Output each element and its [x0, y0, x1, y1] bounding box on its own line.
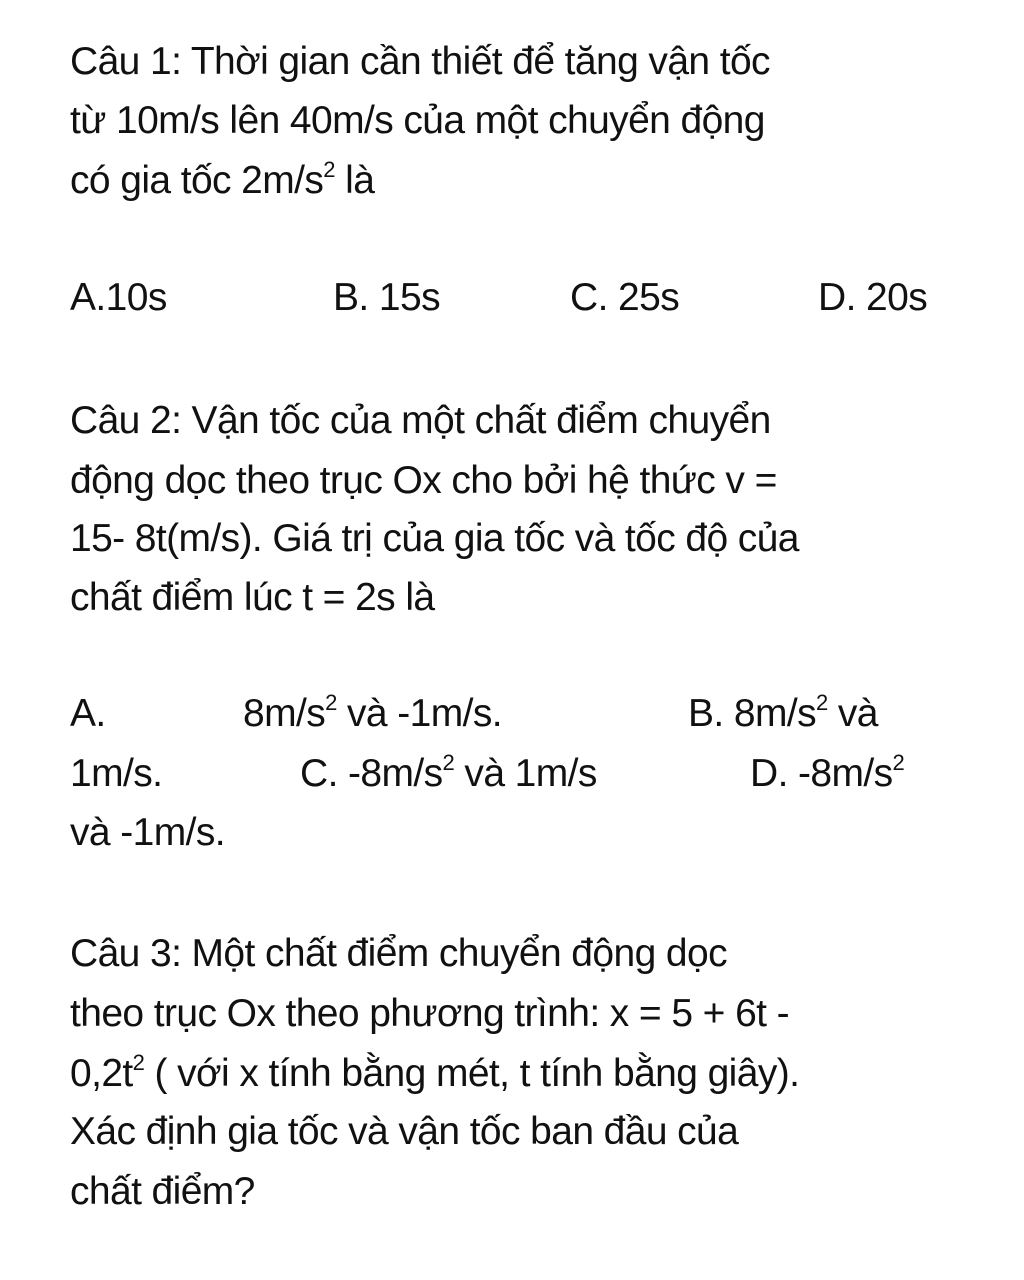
text: có gia tốc 2m/s [70, 159, 324, 202]
question-2-line-1: Câu 2: Vận tốc của một chất điểm chuyển [70, 399, 771, 442]
question-2-option-d [750, 750, 904, 798]
question-3-line-5: chất điểm? [70, 1170, 255, 1213]
question-2-option-b [688, 690, 878, 738]
text: C. -8m/s [300, 752, 443, 795]
text: 0,2t [70, 1052, 133, 1095]
text: ( với x tính bằng mét, t tính bằng giây). [144, 1052, 800, 1095]
text: là [334, 159, 375, 202]
text: và [827, 692, 878, 735]
question-2-option-a-label: A. [70, 692, 106, 735]
question-3-line-1: Câu 3: Một chất điểm chuyển động dọc [70, 932, 727, 975]
superscript: 2 [132, 1050, 145, 1075]
question-1-option-c: C. 25s [570, 276, 680, 319]
question-1-line-1: Câu 1: Thời gian cần thiết để tăng vận tốc [70, 40, 770, 83]
question-2-line-4: chất điểm lúc t = 2s là [70, 576, 435, 619]
question-1-line-2: từ 10m/s lên 40m/s của một chuyển động [70, 99, 765, 142]
question-1-option-a: A.10s [70, 276, 167, 319]
text: B. 8m/s [688, 692, 816, 735]
text: D. -8m/s [750, 752, 893, 795]
superscript: 2 [323, 157, 335, 182]
question-2-line-3: 15- 8t(m/s). Giá trị của gia tốc và tốc độ của [70, 517, 799, 560]
superscript: 2 [325, 690, 337, 715]
question-3-line-3 [70, 1050, 799, 1098]
superscript: 2 [816, 690, 828, 715]
question-2-option-b-continued: 1m/s. [70, 752, 163, 795]
text: và 1m/s [454, 752, 597, 795]
superscript: 2 [442, 750, 455, 775]
question-3-line-2: theo trục Ox theo phương trình: x = 5 + 6t - [70, 992, 790, 1035]
question-1-option-b: B. 15s [333, 276, 440, 319]
question-1-option-d: D. 20s [818, 276, 928, 319]
superscript: 2 [892, 750, 905, 775]
question-3-line-4: Xác định gia tốc và vận tốc ban đầu của [70, 1110, 739, 1153]
question-2-option-a [243, 690, 502, 738]
text: và -1m/s. [336, 692, 502, 735]
question-2-option-d-continued: và -1m/s. [70, 811, 225, 854]
question-1-line-3 [70, 157, 374, 205]
question-2-line-2: động dọc theo trục Ox cho bởi hệ thức v = [70, 459, 777, 502]
question-2-option-c [300, 750, 597, 798]
text: 8m/s [243, 692, 326, 735]
